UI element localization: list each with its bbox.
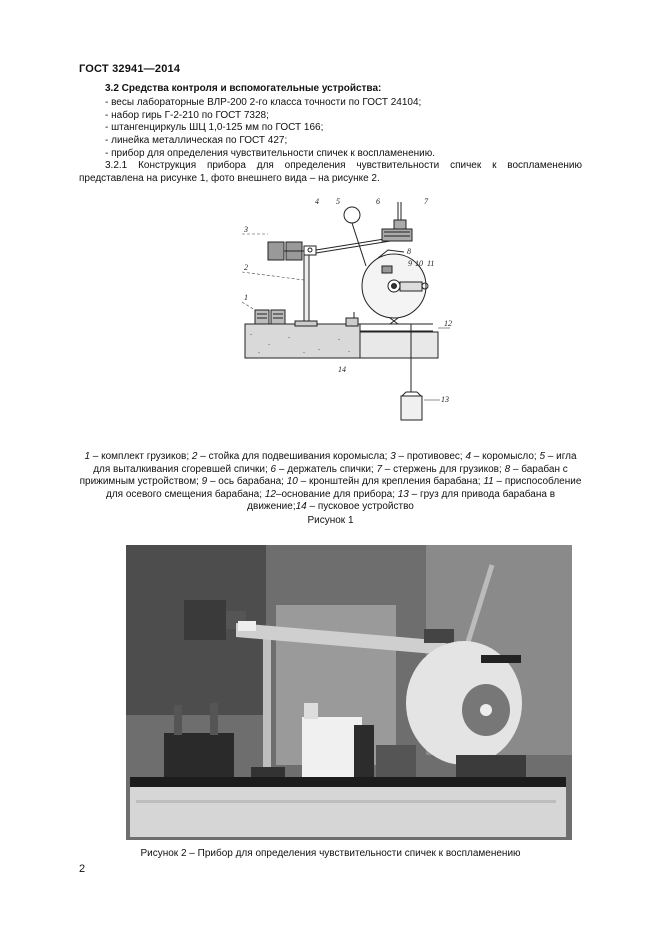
legend-num: 6 [270, 463, 277, 475]
drawing-label: 7 [424, 197, 428, 206]
legend-num: 2 [191, 451, 198, 462]
legend-num: 9 [201, 476, 208, 488]
figure-2-photo [126, 545, 572, 840]
page-number: 2 [79, 863, 86, 875]
drawing-label: 9 [408, 259, 412, 268]
legend-text: –основание для прибора; [275, 488, 398, 500]
legend-text: – кронштейн для крепления барабана; [297, 476, 484, 488]
legend-num: 12 [264, 488, 276, 500]
legend-num: 10 [286, 476, 298, 488]
legend-num: 3 [390, 451, 396, 462]
drawing-label: 12 [444, 319, 452, 328]
drawing-label: 13 [441, 395, 449, 404]
legend-text: – игла для выталкивания сгоревшей спички; [93, 451, 577, 475]
list-item: - прибор для определения чувствительности спичек к воспламенению. [105, 147, 436, 159]
figure-2-title: Рисунок 2 – Прибор для определения чувствительности спичек к воспламенению [140, 848, 521, 859]
legend-text: – груз для привода барабана в движение; [247, 488, 556, 513]
legend-text: – противовес; [395, 451, 466, 462]
legend-text: – барабан с прижимным устройством; [79, 463, 568, 488]
legend-text: – коромысло; [471, 451, 540, 462]
legend-num: 7 [376, 463, 383, 475]
drawing-label: 4 [315, 197, 319, 206]
legend-num: 8 [504, 463, 511, 475]
legend-num: 13 [397, 488, 409, 500]
list-item: - штангенциркуль ШЦ 1,0-125 мм по ГОСТ 166; [105, 122, 324, 134]
drawing-label: 1 [244, 293, 248, 302]
legend-num: 1 [84, 451, 91, 462]
legend-num: 5 [539, 451, 546, 462]
drawing-label: 10 [415, 259, 423, 268]
equipment-list [105, 97, 435, 161]
drawing-label: 11 [427, 259, 435, 268]
figure-1-title: Рисунок 1 [307, 515, 354, 526]
document-header: ГОСТ 32941—2014 [79, 63, 181, 75]
list-item: - линейка металлическая по ГОСТ 427; [105, 135, 288, 147]
legend-text: – приспособление для осевого смещения барабана; [105, 476, 582, 500]
legend-text: – ось барабана; [207, 476, 287, 488]
legend-text: – комплект грузиков; [90, 451, 192, 462]
legend-text: – стойка для подвешивания коромысла; [197, 451, 391, 462]
list-item: - набор гирь Г-2-210 по ГОСТ 7328; [105, 109, 269, 121]
figure-1-drawing [228, 194, 478, 436]
list-item: - весы лабораторные ВЛР-200 2-го класса точности по ГОСТ 24104; [105, 97, 422, 108]
drawing-label: 6 [376, 197, 380, 206]
drawing-label: 2 [244, 263, 248, 272]
legend-num: 4 [465, 451, 472, 462]
legend-text: – пусковое устройство [306, 501, 414, 513]
drawing-label: 3 [244, 225, 248, 234]
legend-num: 11 [483, 476, 494, 488]
drawing-label: 5 [336, 197, 340, 206]
section-title: 3.2 Средства контроля и вспомогательные устройства: [105, 83, 382, 94]
figure-1-legend [78, 451, 583, 514]
legend-text: – стержень для грузиков; [382, 463, 505, 475]
drawing-label: 8 [407, 247, 411, 256]
paragraph-3-2-1: 3.2.1 Конструкция прибора для определения чувствительности спичек к воспламенению представлена на рисунке 1, фото внешнего вида – на рисунке 2. [79, 160, 582, 184]
legend-num: 14 [295, 501, 307, 513]
drawing-label: 14 [338, 365, 346, 374]
legend-text: – держатель спички; [276, 463, 377, 475]
